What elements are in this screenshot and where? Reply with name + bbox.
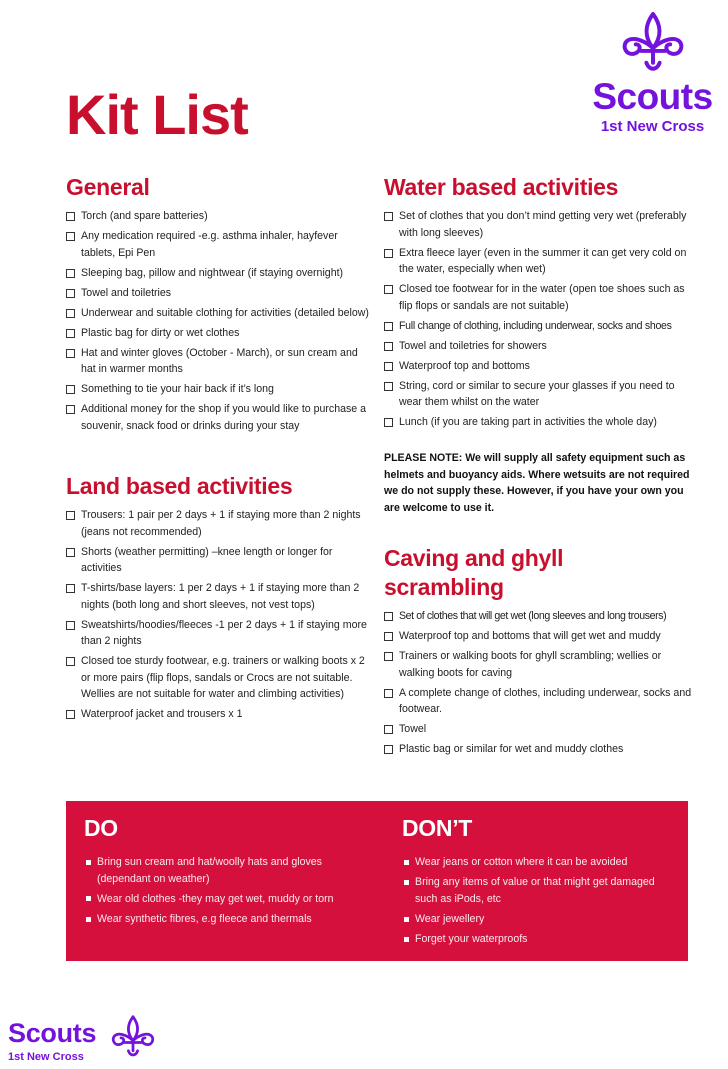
- list-item: [84, 854, 370, 887]
- list-item-text: A complete change of clothes, including underwear, socks and footwear.: [399, 686, 692, 715]
- list-item-text: Sleeping bag, pillow and nightwear (if staying overnight): [81, 266, 344, 279]
- checkbox-icon[interactable]: [384, 212, 393, 221]
- list-item-text: T-shirts/base layers: 1 per 2 days + 1 if staying more than 2 nights (both long and short sleeves, not vest tops): [81, 582, 360, 611]
- list-item: [402, 931, 670, 948]
- list-item: [384, 338, 694, 355]
- list-item: [384, 608, 694, 625]
- list-item: [66, 544, 372, 577]
- bullet-icon: [404, 917, 409, 922]
- checkbox-icon[interactable]: [66, 349, 75, 358]
- checkbox-icon[interactable]: [384, 362, 393, 371]
- list-item: [66, 653, 372, 703]
- checkbox-icon[interactable]: [384, 322, 393, 331]
- list-item: [66, 305, 372, 322]
- checkbox-icon[interactable]: [66, 710, 75, 719]
- general-heading: General: [66, 174, 150, 200]
- scouts-logo-top: [585, 10, 720, 135]
- scouts-logo-bottom: [8, 1014, 160, 1066]
- water-section: [384, 173, 694, 434]
- list-item: [384, 318, 694, 335]
- checkbox-icon[interactable]: [66, 584, 75, 593]
- checkbox-icon[interactable]: [66, 657, 75, 666]
- list-item-text: Waterproof top and bottoms that will get wet and muddy: [399, 630, 661, 642]
- list-item: [384, 721, 694, 738]
- checkbox-icon[interactable]: [384, 249, 393, 258]
- land-section: [66, 472, 372, 726]
- checkbox-icon[interactable]: [384, 612, 393, 621]
- checkbox-icon[interactable]: [66, 212, 75, 221]
- checkbox-icon[interactable]: [66, 621, 75, 630]
- bullet-icon: [86, 896, 91, 901]
- list-item-text: Set of clothes that will get wet (long sleeves and long trousers): [399, 610, 667, 622]
- list-item-text: Extra fleece layer (even in the summer it can get very cold on the water, especially when wet): [399, 246, 687, 275]
- list-item-text: Torch (and spare batteries): [81, 210, 208, 222]
- list-item-text: Towel and toiletries: [81, 286, 172, 299]
- list-item-text: Towel: [399, 723, 427, 735]
- dont-list: [402, 854, 670, 948]
- list-item-text: Bring sun cream and hat/woolly hats and gloves (dependant on weather): [97, 856, 322, 885]
- list-item: [66, 507, 372, 540]
- list-item: [384, 208, 694, 241]
- list-item-text: Trousers: 1 pair per 2 days + 1 if staying more than 2 nights (jeans not recommended): [81, 509, 361, 538]
- list-item: [66, 325, 372, 342]
- caving-list: [384, 608, 694, 758]
- checkbox-icon[interactable]: [66, 511, 75, 520]
- do-list: [84, 854, 370, 928]
- list-item-text: Hat and winter gloves (October - March), or sun cream and hat in warmer months: [81, 346, 358, 375]
- general-list: [66, 208, 372, 434]
- checkbox-icon[interactable]: [66, 548, 75, 557]
- list-item-text: Plastic bag or similar for wet and muddy clothes: [399, 743, 624, 755]
- checkbox-icon[interactable]: [384, 382, 393, 391]
- list-item-text: Underwear and suitable clothing for activities (detailed below): [81, 306, 369, 319]
- do-heading: DO: [84, 815, 118, 841]
- list-item: [84, 911, 370, 928]
- list-item-text: Waterproof jacket and trousers x 1: [81, 708, 243, 720]
- list-item-text: Full change of clothing, including underwear, socks and shoes: [399, 319, 672, 332]
- list-item: [384, 741, 694, 758]
- fleur-de-lis-icon: [108, 1014, 158, 1060]
- bullet-icon: [404, 937, 409, 942]
- list-item: [384, 628, 694, 645]
- list-item-text: Towel and toiletries for showers: [399, 339, 547, 352]
- list-item: [402, 854, 670, 871]
- do-panel: [66, 801, 388, 961]
- list-item: [66, 265, 372, 282]
- checkbox-icon[interactable]: [384, 689, 393, 698]
- list-item: [384, 378, 694, 411]
- list-item: [66, 228, 372, 261]
- checkbox-icon[interactable]: [66, 289, 75, 298]
- checkbox-icon[interactable]: [384, 725, 393, 734]
- list-item: [84, 891, 370, 908]
- land-list: [66, 507, 372, 723]
- list-item: [66, 706, 372, 723]
- checkbox-icon[interactable]: [66, 405, 75, 414]
- checkbox-icon[interactable]: [384, 632, 393, 641]
- bullet-icon: [404, 880, 409, 885]
- list-item-text: Wear synthetic fibres, e.g fleece and thermals: [97, 913, 312, 926]
- list-item: [384, 685, 694, 718]
- checkbox-icon[interactable]: [384, 745, 393, 754]
- list-item: [66, 401, 372, 434]
- dont-panel: [384, 801, 688, 961]
- page-title: Kit List: [66, 83, 248, 146]
- water-list: [384, 208, 694, 431]
- bullet-icon: [404, 860, 409, 865]
- list-item-text: Forget your waterproofs: [415, 933, 528, 946]
- checkbox-icon[interactable]: [66, 309, 75, 318]
- list-item-text: Waterproof top and bottoms: [399, 359, 530, 372]
- list-item: [384, 281, 694, 314]
- list-item: [402, 911, 670, 928]
- checkbox-icon[interactable]: [66, 232, 75, 241]
- checkbox-icon[interactable]: [384, 652, 393, 661]
- list-item-text: Something to tie your hair back if it’s long: [81, 383, 274, 395]
- brand-name: Scouts: [592, 76, 713, 117]
- list-item: [384, 648, 694, 681]
- water-heading: Water based activities: [384, 174, 619, 200]
- list-item: [66, 345, 372, 378]
- list-item-text: Wear jewellery: [415, 913, 485, 926]
- checkbox-icon[interactable]: [384, 342, 393, 351]
- checkbox-icon[interactable]: [384, 418, 393, 427]
- list-item: [66, 285, 372, 302]
- land-heading: Land based activities: [66, 473, 293, 499]
- list-item-text: Trainers or walking boots for ghyll scrambling; wellies or walking boots for caving: [399, 650, 662, 679]
- list-item-text: Any medication required -e.g. asthma inhaler, hayfever tablets, Epi Pen: [81, 230, 338, 259]
- list-item: [66, 381, 372, 398]
- list-item-text: String, cord or similar to secure your glasses if you need to wear them whilst on the water: [399, 379, 675, 408]
- checkbox-icon[interactable]: [384, 285, 393, 294]
- safety-note: PLEASE NOTE: We will supply all safety equipment such as helmets and buoyancy aids. Where wetsuits are not required we do not supply these. However, if you have your own you are welcome to use it.: [384, 452, 690, 514]
- list-item-text: Shorts (weather permitting) –knee length or longer for activities: [81, 545, 333, 574]
- checkbox-icon[interactable]: [66, 269, 75, 278]
- list-item: [66, 617, 372, 650]
- list-item-text: Bring any items of value or that might get damaged such as iPods, etc: [415, 876, 655, 905]
- list-item-text: Closed toe sturdy footwear, e.g. trainers or walking boots x 2 or more pairs (flip flops, sandals or Crocs are not suitable. Wellies are not suitable for water and climbing activities): [81, 655, 365, 700]
- group-name: 1st New Cross: [600, 118, 705, 135]
- list-item: [402, 874, 670, 907]
- list-item-text: Additional money for the shop if you would like to purchase a souvenir, snack food or drinks during your stay: [81, 403, 367, 432]
- list-item: [66, 208, 372, 225]
- caving-heading: Caving and ghyll scrambling: [384, 545, 564, 600]
- brand-name: Scouts: [8, 1018, 97, 1048]
- list-item: [384, 414, 694, 431]
- list-item-text: Lunch (if you are taking part in activities the whole day): [399, 416, 657, 428]
- list-item-text: Wear jeans or cotton where it can be avoided: [415, 856, 628, 868]
- bullet-icon: [86, 860, 91, 865]
- list-item-text: Set of clothes that you don’t mind getting very wet (preferably with long sleeves): [399, 210, 687, 239]
- checkbox-icon[interactable]: [66, 385, 75, 394]
- list-item: [384, 245, 694, 278]
- list-item: [66, 580, 372, 613]
- caving-section: [384, 544, 694, 761]
- list-item-text: Closed toe footwear for in the water (open toe shoes such as flip flops or sandals are not suitable): [399, 283, 685, 312]
- dont-heading: DON’T: [402, 815, 473, 841]
- general-section: [66, 173, 372, 438]
- list-item-text: Wear old clothes -they may get wet, muddy or torn: [97, 892, 334, 905]
- bullet-icon: [86, 917, 91, 922]
- list-item-text: Plastic bag for dirty or wet clothes: [81, 326, 240, 339]
- list-item: [384, 358, 694, 375]
- fleur-de-lis-icon: [619, 10, 687, 76]
- group-name: 1st New Cross: [8, 1051, 84, 1063]
- list-item-text: Sweatshirts/hoodies/fleeces -1 per 2 days + 1 if staying more than 2 nights: [81, 618, 367, 647]
- checkbox-icon[interactable]: [66, 329, 75, 338]
